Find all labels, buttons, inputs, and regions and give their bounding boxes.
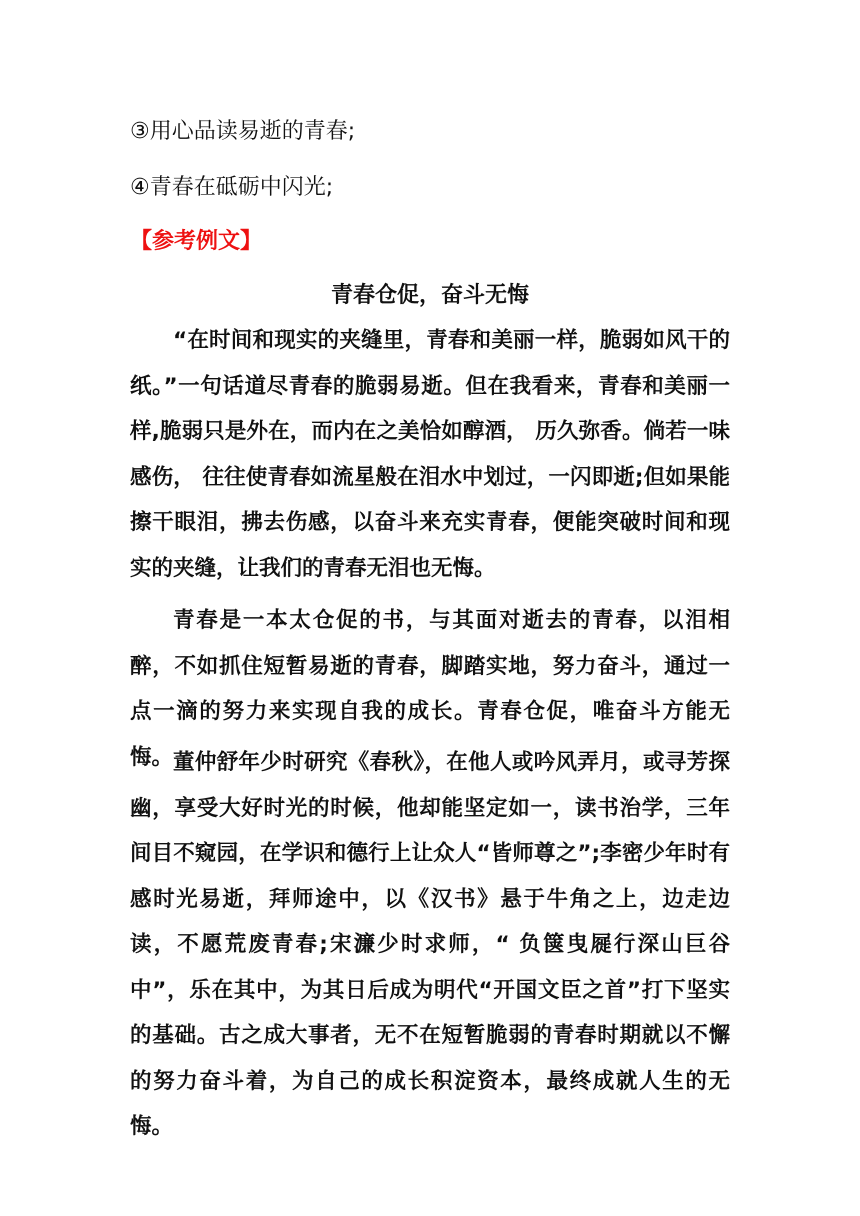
essay-paragraph-1: “在时间和现实的夹缝里，青春和美丽一样，脆弱如风干的纸。”一句话道尽青春的脆弱易逝。但在我看来，青春和美丽一样,脆弱只是外在，而内在之美恰如醇酒， 历久弥香。倘若一味感伤， 往往使青春如流星般在泪水中划过，一闪即逝;但如果能擦干眼泪，拂去伤感，以奋斗来充实青春，便能突破时间和现实的夹缝，让我们的青春无泪也无悔。 [130,328,730,581]
essay-paragraph-3: 董仲舒年少时研究《春秋》，在他人或吟风弄月，或寻芳探幽，享受大好时光的时候，他却能坚定如一，读书治学，三年间目不窥园，在学识和德行上让众人“皆师尊之”;李密少年时有感时光易逝，拜师途中，以《汉书》悬于牛角之上，边走边读，不愿荒废青春;宋濂少时求师，“ 负箧曳屣行深山巨谷中”，乐在其中，为其日后成为明代“开国文臣之首”打下坚实的基础。古之成大事者，无不在短暂脆弱的青春时期就以不懈的努力奋斗着，为自己的成长积淀资本，最终成就人生的无悔。 [130,750,730,1139]
list-item-3: ③用心品读易逝的青春; [130,119,356,144]
essay-paragraph-2: 青春是一本太仓促的书，与其面对逝去的青春，以泪相醉，不如抓住短暂易逝的青春，脚踏实地，努力奋斗，通过一点一滴的努力来实现自我的成长。青春仓促，唯奋斗方能无悔。 [130,608,730,770]
section-heading: 【参考例文】 [130,229,263,254]
essay-title: 青春仓促，奋斗无悔 [330,283,529,308]
list-item-4: ④青春在砥砺中闪光; [130,175,334,200]
